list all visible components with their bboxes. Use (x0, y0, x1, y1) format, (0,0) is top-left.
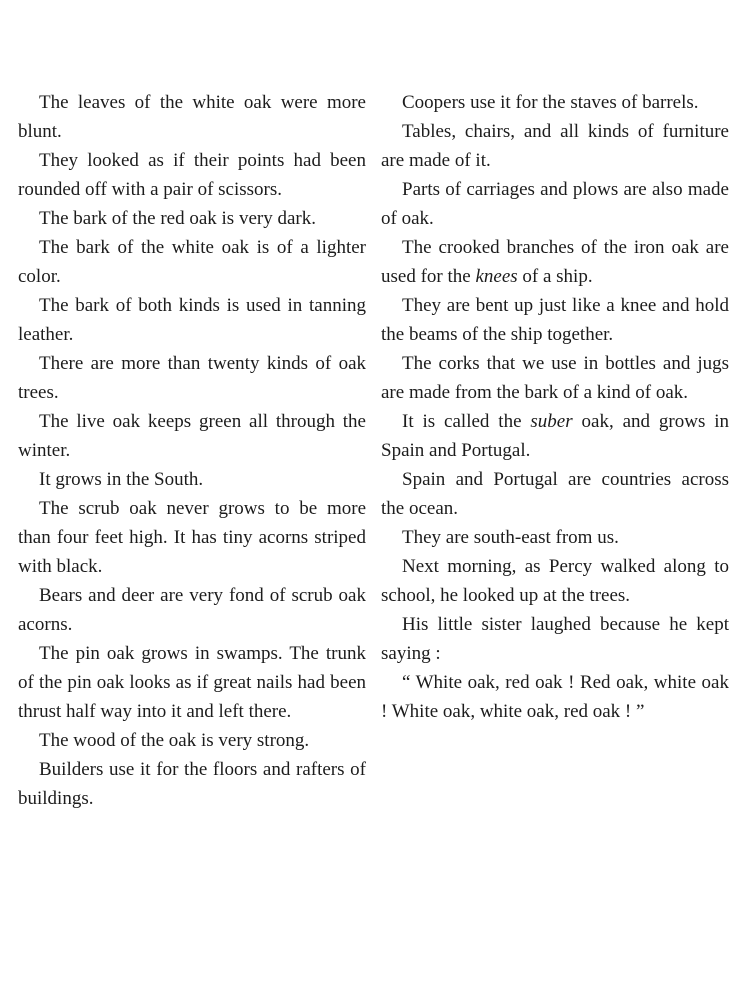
paragraph: Parts of carriages and plows are also made of oak. (381, 179, 729, 229)
paragraph: The bark of the white oak is of a lighter color. (18, 237, 366, 287)
italic-term: suber (530, 411, 573, 432)
paragraph-text: It is called the (402, 411, 531, 432)
paragraph: Tables, chairs, and all kinds of furniture are made of it. (381, 121, 729, 171)
paragraph: His little sister laughed because he kept saying : (381, 614, 729, 664)
right-column (381, 88, 729, 726)
paragraph: They are bent up just like a knee and hold the beams of the ship together. (381, 295, 729, 345)
left-column (18, 88, 366, 813)
paragraph: The corks that we use in bottles and jugs are made from the bark of a kind of oak. (381, 353, 729, 403)
paragraph: Spain and Portugal are countries across the ocean. (381, 469, 729, 519)
paragraph: The leaves of the white oak were more blunt. (18, 92, 366, 142)
paragraph: The wood of the oak is very strong. (39, 730, 310, 751)
paragraph: The pin oak grows in swamps. The trunk of the pin oak looks as if great nails had been thrust half way into it and left there. (18, 643, 366, 722)
paragraph: Builders use it for the floors and rafters of buildings. (18, 759, 366, 809)
paragraph: The scrub oak never grows to be more than four feet high. It has tiny acorns striped with black. (18, 498, 366, 577)
paragraph: The bark of the red oak is very dark. (39, 208, 316, 229)
paragraph: It grows in the South. (39, 469, 204, 490)
paragraph: They looked as if their points had been rounded off with a pair of scissors. (18, 150, 366, 200)
paragraph: Bears and deer are very fond of scrub oak acorns. (18, 585, 366, 635)
paragraph: The bark of both kinds is used in tanning leather. (18, 295, 366, 345)
paragraph: There are more than twenty kinds of oak trees. (18, 353, 366, 403)
paragraph-with-italic (381, 407, 729, 465)
italic-term: knees (475, 266, 518, 287)
paragraph-text: The crooked branches of the iron oak are used for the (381, 237, 729, 287)
paragraph: They are south-east from us. (402, 527, 619, 548)
paragraph: Next morning, as Percy walked along to school, he looked up at the trees. (381, 556, 729, 606)
paragraph: Coopers use it for the staves of barrels. (402, 92, 699, 113)
paragraph-with-italic (381, 233, 729, 291)
paragraph-text: oak, and grows in Spain and Portugal. (381, 411, 729, 461)
paragraph: The live oak keeps green all through the winter. (18, 411, 366, 461)
paragraph: “ White oak, red oak ! Red oak, white oak ! White oak, white oak, red oak ! ” (381, 672, 729, 722)
paragraph-text: of a ship. (517, 266, 593, 287)
